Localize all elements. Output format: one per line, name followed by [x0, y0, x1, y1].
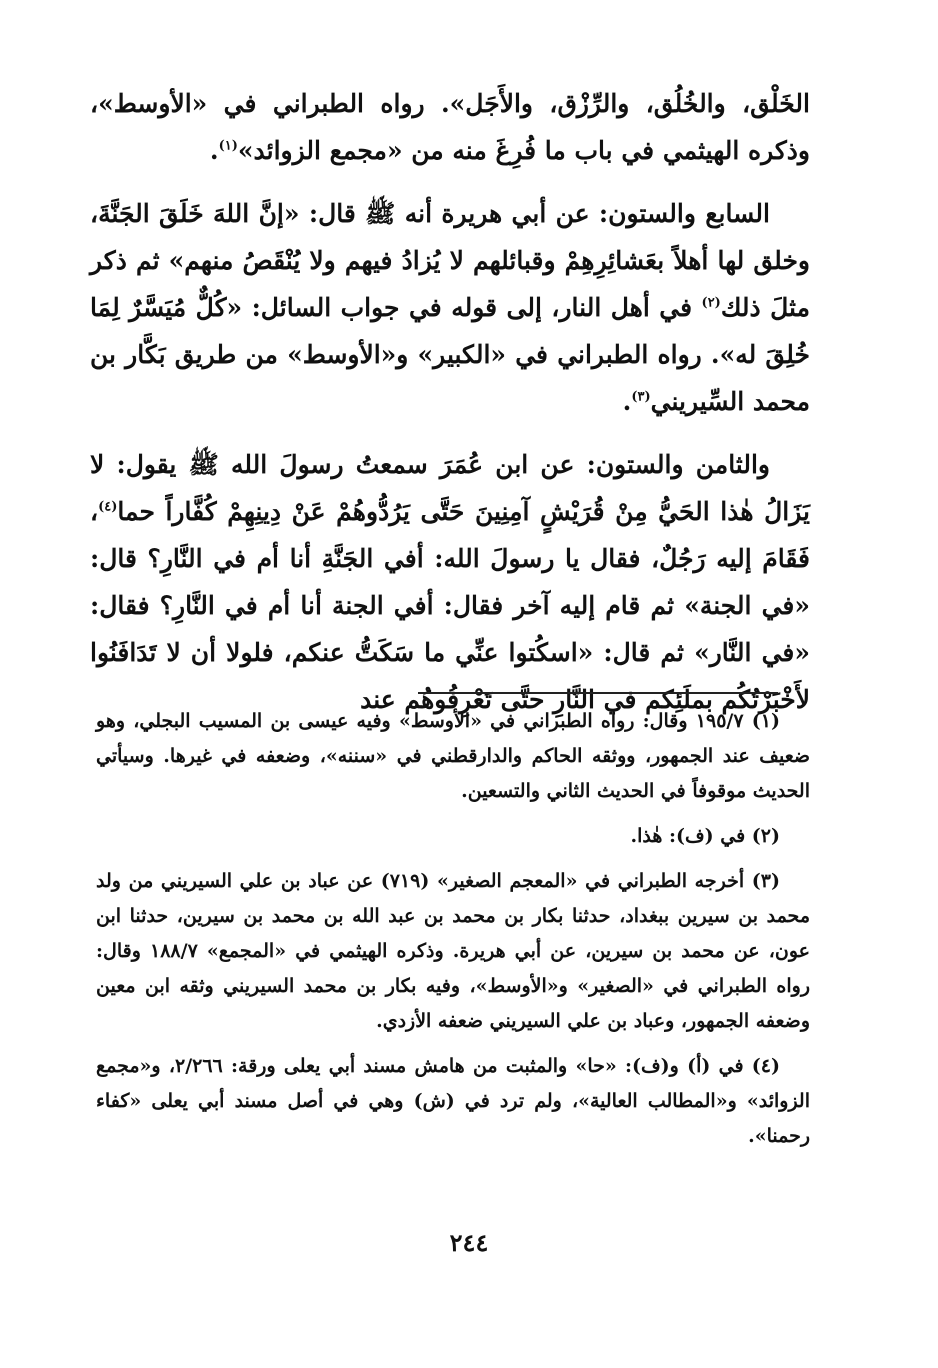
footnotes	[96, 704, 810, 1164]
footnote-1: (١) ١٩٥/٧ وقال: رواه الطبراني في «الأوسط» وفيه عيسى بن المسيب البجلي، وهو ضعيف عند الجمهور، ووثقه الحاكم والدارقطني في «سننه»، وضعفه في غيرها. وسيأتي الحديث موقوفاً في الحديث الثاني والتسعين.	[96, 710, 810, 802]
paragraph-text: الخَلْق، والخُلُق، والرِّزْق، والأَجَل». رواه الطبراني في «الأوسط»، وذكره الهيثمي في باب ما فُرِغَ منه من «مجمع الزوائد»	[90, 89, 810, 165]
paragraph-text: السابع والستون: عن أبي هريرة أنه ﷺ قال: «إنَّ اللهَ خَلَقَ الجَنَّةَ، وخلق لها أهلاً بعَشائِرِهِمْ وقبائلهم لا يُزادُ فيهم ولا يُنْقَصُ منهم» ثم ذكر مثلَ ذلك	[90, 199, 810, 322]
paragraph-2	[90, 190, 810, 425]
footnote-ref-1: (١)	[218, 138, 238, 154]
paragraph-1	[90, 80, 810, 174]
main-text	[90, 80, 810, 739]
footnote-separator	[418, 692, 778, 694]
paragraph-text: ، فَقَامَ إليه رَجُلٌ، فقال يا رسولَ الله: أفي الجَنَّةِ أنا أم في النَّارِ؟ قال: «في الجنة» ثم قام إليه آخر فقال: أفي الجنة أنا أم في النَّارِ؟ فقال: «في النَّار» ثم قال: «اسكُتوا عنِّي ما سَكَتُّ عنكم، فلولا أن لا تَدَافَنُوا لأَخْبَرْتُكُم بملَئِكم في النَّارِ حتَّى تَعْرِفُوهُم عند	[90, 497, 810, 714]
paragraph-tail: .	[209, 136, 219, 165]
paragraph-text: في أهل النار، إلى قوله في جواب السائل: «كُلٌّ مُيَسَّرٌ لِمَا خُلِقَ له». رواه الطبراني في «الكبير» و«الأوسط» من طريق بَكَّار بن محمد السِّيريني	[90, 293, 810, 416]
paragraph-text: والثامن والستون: عن ابن عُمَرَ سمعتُ رسولَ الله ﷺ يقول: لا يَزَالُ هٰذا الحَيُّ مِنْ قُرَيْشٍ آمِنِينَ حَتَّى يَرُدُّوهُمْ عَنْ دِينِهِمْ كُفَّاراً حما	[90, 450, 810, 526]
footnote-ref-4: (٤)	[98, 499, 118, 515]
paragraph-3	[90, 441, 810, 723]
footnote-3: (٣) أخرجه الطبراني في «المعجم الصغير» (٧١٩) عن عباد بن علي السيريني من ولد محمد بن سيرين ببغداد، حدثنا بكار بن محمد بن عبد الله بن محمد بن سيرين، حدثنا ابن عون، عن محمد بن سيرين، عن أبي هريرة. وذكره الهيثمي في «المجمع» ١٨٨/٧ وقال: رواه الطبراني في «الصغير» و«الأوسط»، وفيه بكار بن محمد السيريني وثقه ابن معين وضعفه الجمهور، وعباد بن علي السيريني ضعفه الأزدي.	[96, 870, 811, 1032]
footnote-ref-3: (٣)	[631, 389, 651, 405]
footnote-ref-2: (٢)	[701, 295, 721, 311]
footnote-2: (٢) في (ف): هٰذا.	[630, 825, 780, 847]
paragraph-tail: .	[622, 387, 632, 416]
footnote-4: (٤) في (أ) و(ف): «حا» والمثبت من هامش مسند أبي يعلى ورقة: ٢/٢٦٦، و«مجمع الزوائد» و«المطالب العالية»، ولم ترد في (ش) وهي في أصل مسند أبي يعلى «كفاء رحمنا».	[96, 1055, 810, 1147]
page-number: ٢٤٤	[449, 1228, 489, 1257]
